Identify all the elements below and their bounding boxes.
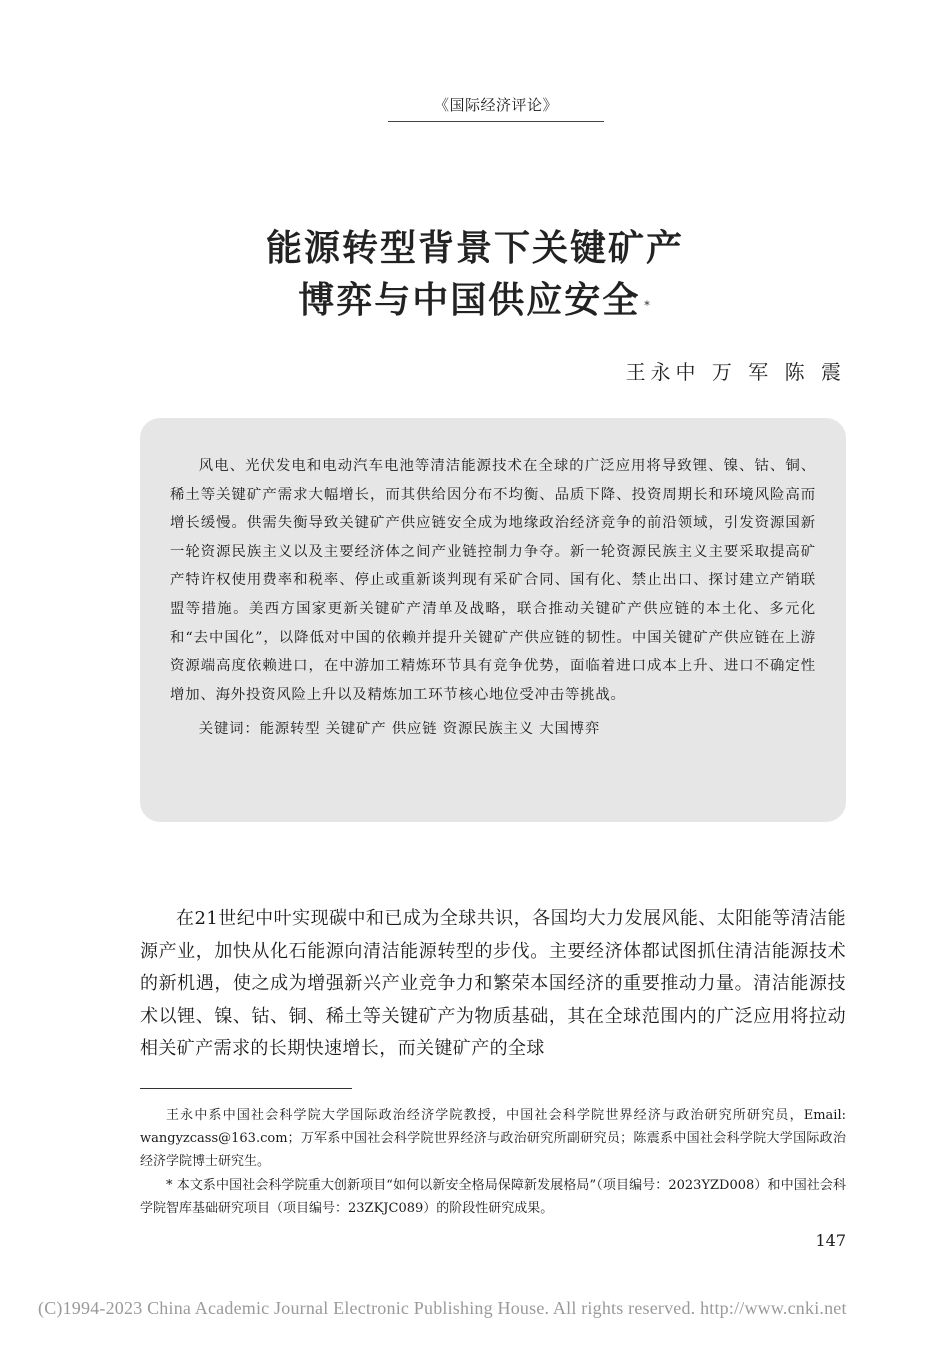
footnote-authors: 王永中系中国社会科学院大学国际政治经济学院教授，中国社会科学院世界经济与政治研究所研究员，Email: wangyzcass@163.com；万军系中国社会科学院世界经济与政治研究所副研究员；陈震系中国社会科学院大学国际政治经济学院博士研究生。 xyxy=(140,1108,846,1169)
abstract-text: 风电、光伏发电和电动汽车电池等清洁能源技术在全球的广泛应用将导致锂、镍、钴、铜、稀土等关键矿产需求大幅增长，而其供给因分布不均衡、品质下降、投资周期长和环境风险高而增长缓慢。供需失衡导致关键矿产供应链安全成为地缘政治经济竞争的前沿领域，引发资源国新一轮资源民族主义以及主要经济体之间产业链控制力争夺。新一轮资源民族主义主要采取提高矿产特许权使用费率和税率、停止或重新谈判现有采矿合同、国有化、禁止出口、探讨建立产销联盟等措施。美西方国家更新关键矿产清单及战略，联合推动关键矿产供应链的本土化、多元化和“去中国化”，以降低对中国的依赖并提升关键矿产供应链的韧性。中国关键矿产供应链在上游资源端高度依赖进口，在中游加工精炼环节具有竞争优势，面临着进口成本上升、进口不确定性增加、海外投资风险上升以及精炼加工环节核心地位受冲击等挑战。 xyxy=(170,458,816,703)
copyright-watermark: (C)1994-2023 China Academic Journal Electronic Publishing House. All rights reserved. http://www.cnki.net xyxy=(38,1298,847,1318)
title-line-1: 能源转型背景下关键矿产 xyxy=(265,227,684,269)
title-footnote-mark[interactable]: * xyxy=(644,299,652,312)
body-paragraph: 在21世纪中叶实现碳中和已成为全球共识，各国均大力发展风能、太阳能等清洁能源产业，加快从化石能源向清洁能源转型的步伐。主要经济体都试图抓住清洁能源技术的新机遇，使之成为增强新兴产业竞争力和繁荣本国经济的重要推动力量。清洁能源技术以锂、镍、钴、铜、稀土等关键矿产为物质基础，其在全球范围内的广泛应用将拉动相关矿产需求的长期快速增长，而关键矿产的全球 xyxy=(140,908,846,1059)
footnote-divider xyxy=(140,1088,352,1089)
title-line-2-text: 博弈与中国供应安全 xyxy=(298,279,641,321)
page-number: 147 xyxy=(815,1231,846,1250)
authors: 王永中 万 军 陈 震 xyxy=(625,360,846,384)
keywords-label: 关键词： xyxy=(198,721,260,738)
article-title xyxy=(0,222,950,326)
abstract-box xyxy=(140,418,846,822)
title-line-2 xyxy=(0,274,950,326)
footnote-funding: * 本文系中国社会科学院重大创新项目“如何以新安全格局保障新发展格局”（项目编号：2023YZD008）和中国社会科学院智库基础研究项目（项目编号：23ZKJC089）的阶段性研究成果。 xyxy=(140,1178,846,1216)
keywords xyxy=(170,715,816,743)
keywords-list: 能源转型 关键矿产 供应链 资源民族主义 大国博弈 xyxy=(259,721,601,738)
journal-header: 《国际经济评论》 xyxy=(388,94,604,122)
